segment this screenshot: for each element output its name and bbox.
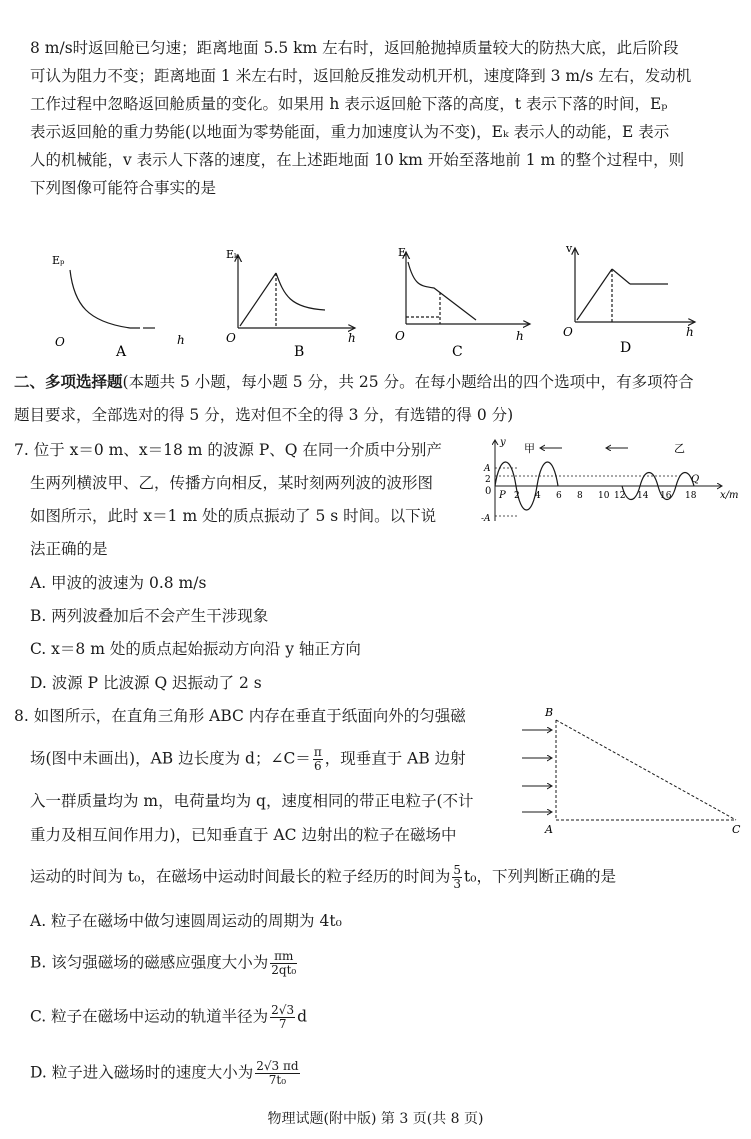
time-fraction (452, 864, 462, 891)
section2-line2: 题目要求，全部选对的得 5 分，选对但不全的得 3 分，有选错的得 0 分) (14, 406, 514, 424)
q8-line-2 (30, 746, 466, 773)
q7-option-d: D. 波源 P 比波源 Q 迟振动了 2 s (30, 674, 262, 692)
page-footer: 物理试题(附中版) 第 3 页(共 8 页) (267, 1111, 484, 1127)
q6-line-2: 可认为阻力不变；距离地面 1 米左右时，返回舱反推发动机开机，速度降到 3 m/s 左右，发动机 (30, 67, 692, 85)
angle-den: 6 (313, 759, 322, 773)
graph-c-caption: C (452, 344, 463, 360)
graph-c-xlabel: h (516, 329, 524, 343)
graph-d-origin: O (563, 325, 573, 339)
wave-ticks (514, 491, 697, 501)
q7-option-c: C. x＝8 m 处的质点起始振动方向沿 y 轴正方向 (30, 640, 361, 658)
q7-wave-figure (480, 436, 745, 528)
optC-fraction (270, 1004, 295, 1031)
angle-fraction (313, 746, 323, 773)
vertex-B: B (545, 706, 554, 719)
tick-6: 6 (556, 491, 562, 501)
wave-yi-label: 乙 (674, 442, 685, 455)
optC-den: 7 (278, 1017, 287, 1031)
vertex-A: A (545, 823, 553, 836)
q8-line-5 (30, 864, 616, 891)
time-num: 5 (453, 863, 462, 877)
q8-line-2b: ，现垂直于 AB 边射 (324, 749, 466, 768)
q7-option-a: A. 甲波的波速为 0.8 m/s (30, 574, 207, 592)
wave-A-half: 2 (485, 475, 491, 485)
wave-x-label: x/m (720, 490, 739, 501)
q8-line-4: 重力及相互间作用力)，已知垂直于 AC 边射出的粒子在磁场中 (30, 826, 457, 844)
graph-b-ylabel: Eₖ (226, 248, 239, 261)
graph-a (70, 270, 155, 328)
optB-den: 2qt₀ (271, 963, 297, 977)
q8-line-2a: 场(图中未画出)，AB 边长度为 d；∠C＝ (30, 749, 311, 768)
q6-graphs (0, 240, 751, 360)
section2-header (14, 371, 694, 393)
tick-2: 2 (514, 491, 520, 501)
optD-den: 7t₀ (268, 1073, 287, 1087)
graph-a-ylabel: Eₚ (52, 254, 65, 267)
graph-b-origin: O (226, 331, 236, 345)
graph-b (238, 255, 355, 328)
q6-line-1: 8 m/s时返回舱已匀速；距离地面 5.5 km 左右时，返回舱抛掉质量较大的防热大底，此后阶段 (30, 39, 679, 57)
q8-line-1: 8. 如图所示，在直角三角形 ABC 内存在垂直于纸面向外的匀强磁 (14, 707, 466, 725)
wave-P-label: P (499, 490, 506, 501)
graph-b-caption: B (294, 344, 305, 360)
q7-line-3: 如图所示，此时 x＝1 m 处的质点振动了 5 s 时间。以下说 (30, 507, 437, 525)
wave-A-bottom: -A (481, 514, 491, 524)
optB-num: πm (270, 950, 297, 964)
optB-fraction (270, 950, 297, 977)
q7-line-2: 生两列横波甲、乙，传播方向相反，某时刻两列波的波形图 (30, 474, 434, 492)
wave-origin: 0 (485, 486, 492, 497)
tick-18: 18 (685, 491, 697, 501)
q8-option-a: A. 粒子在磁场中做匀速圆周运动的周期为 4t₀ (30, 912, 342, 930)
optD-fraction (255, 1060, 299, 1087)
time-den: 3 (453, 877, 462, 891)
tick-4: 4 (535, 491, 541, 501)
wave-Q-label: Q (691, 474, 700, 485)
graph-c (406, 252, 530, 324)
q7-line-4: 法正确的是 (30, 540, 108, 558)
q8-line-5b: t₀，下列判断正确的是 (464, 867, 616, 886)
wave-A-top: A (484, 464, 491, 474)
vertex-C: C (732, 823, 741, 836)
graph-d-xlabel: h (686, 325, 694, 339)
q8-optD-pre: D. 粒子进入磁场时的速度大小为 (30, 1063, 254, 1082)
graph-b-xlabel: h (348, 331, 356, 345)
q8-optB-pre: B. 该匀强磁场的磁感应强度大小为 (30, 953, 269, 972)
tick-12: 12 (614, 491, 626, 501)
q8-line-5a: 运动的时间为 t₀，在磁场中运动时间最长的粒子经历的时间为 (30, 867, 451, 886)
q6-line-5: 人的机械能，v 表示人下落的速度，在上述距地面 10 km 开始至落地前 1 m 的整个过程中，则 (30, 151, 685, 169)
wave-y-label: y (500, 437, 506, 448)
q8-option-b (30, 950, 299, 977)
optD-num: 2√3 πd (256, 1059, 299, 1073)
wave-jia-label: 甲 (524, 442, 535, 455)
graph-a-origin: O (55, 335, 65, 349)
graph-c-ylabel: E (398, 246, 407, 259)
q6-line-3: 工作过程中忽略返回舱质量的变化。如果用 h 表示返回舱下落的高度，t 表示下落的时间，Eₚ (30, 95, 668, 113)
graph-d (575, 248, 695, 322)
graph-a-caption: A (116, 344, 127, 360)
q7-line-1: 7. 位于 x＝0 m、x＝18 m 的波源 P、Q 在同一介质中分别产 (14, 441, 442, 459)
graph-a-xlabel: h (177, 333, 185, 347)
graph-c-origin: O (395, 329, 405, 343)
tick-14: 14 (637, 491, 649, 501)
q8-optC-post: d (297, 1007, 308, 1026)
optC-num: 2√3 (271, 1003, 295, 1017)
tick-10: 10 (598, 491, 610, 501)
q8-line-3: 入一群质量均为 m，电荷量均为 q，速度相同的带正电粒子(不计 (30, 792, 474, 810)
q8-option-c (30, 1004, 307, 1031)
q7-option-b: B. 两列波叠加后不会产生干涉现象 (30, 607, 269, 625)
tick-8: 8 (577, 491, 583, 501)
q8-option-d (30, 1060, 302, 1087)
section2-desc: (本题共 5 小题，每小题 5 分，共 25 分。在每小题给出的四个选项中，有多项符合 (122, 373, 694, 391)
graph-d-caption: D (620, 340, 632, 356)
q6-line-6: 下列图像可能符合事实的是 (30, 179, 217, 197)
graph-d-ylabel: v (566, 242, 573, 255)
q8-triangle-figure (510, 700, 751, 840)
q6-line-4: 表示返回舱的重力势能(以地面为零势能面，重力加速度认为不变)，Eₖ 表示人的动能，E 表示 (30, 123, 670, 141)
angle-num: π (313, 745, 322, 759)
section2-title: 二、多项选择题 (14, 372, 123, 391)
tick-16: 16 (660, 491, 672, 501)
q8-optC-pre: C. 粒子在磁场中运动的轨道半径为 (30, 1007, 269, 1026)
